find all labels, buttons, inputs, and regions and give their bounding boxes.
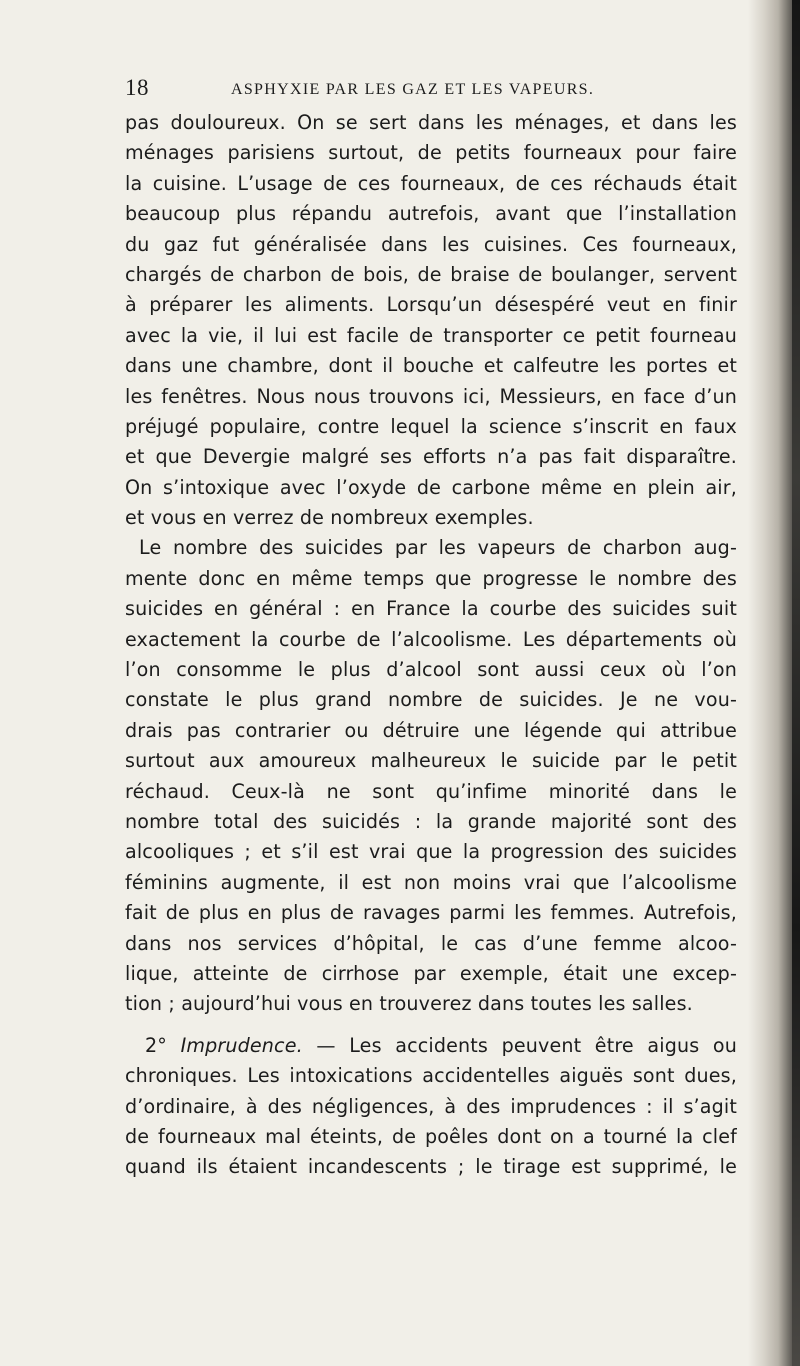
section-number: 2° <box>145 1033 167 1057</box>
section-heading-text: — Les accidents peuvent être aigus ou <box>302 1033 737 1057</box>
text-line: féminins augmente, il est non moins vrai que l’alcoolisme <box>125 870 737 894</box>
running-title: ASPHYXIE PAR LES GAZ ET LES VAPEURS. <box>231 81 595 98</box>
text-line: réchaud. Ceux-là ne sont qu’infime minorité dans le <box>125 779 737 803</box>
text-line: suicides en général : en France la courbe des suicides suit <box>125 597 737 621</box>
page-body <box>125 108 737 1183</box>
text-line: préjugé populaire, contre lequel la science s’inscrit en faux <box>125 414 737 438</box>
text-line: et que Devergie malgré ses efforts n’a pas fait disparaître. <box>125 445 737 469</box>
text-line: les fenêtres. Nous nous trouvons ici, Messieurs, en face d’un <box>125 384 737 408</box>
text-line: chargés de charbon de bois, de braise de boulanger, servent <box>125 262 737 286</box>
text-line: quand ils étaient incandescents ; le tirage est supprimé, le <box>125 1155 737 1179</box>
paragraph-2 <box>125 533 737 1019</box>
section-gap <box>125 1020 737 1031</box>
text-line: surtout aux amoureux malheureux le suicide par le petit <box>125 749 737 773</box>
section-title: Imprudence. <box>180 1033 303 1057</box>
text-line: ménages parisiens surtout, de petits fourneaux pour faire <box>125 141 737 165</box>
text-line: lique, atteinte de cirrhose par exemple, était une excep- <box>125 961 737 985</box>
text-line: dans une chambre, dont il bouche et calfeutre les portes et <box>125 354 737 378</box>
text-line: Le nombre des suicides par les vapeurs de charbon aug- <box>139 536 737 560</box>
text-line: pas douloureux. On se sert dans les ménages, et dans les <box>125 111 737 134</box>
text-line: fait de plus en plus de ravages parmi les femmes. Autrefois, <box>125 901 737 925</box>
text-line: nombre total des suicidés : la grande majorité sont des <box>125 809 737 833</box>
page-header <box>125 75 737 105</box>
text-line: du gaz fut généralisée dans les cuisines. Ces fourneaux, <box>125 232 737 256</box>
text-line: d’ordinaire, à des négligences, à des imprudences : il s’agit <box>125 1094 737 1118</box>
text-line: tion ; aujourd’hui vous en trouverez dans toutes les salles. <box>125 992 693 1016</box>
page-number: 18 <box>125 75 149 100</box>
text-line: la cuisine. L’usage de ces fourneaux, de ces réchauds était <box>125 171 737 195</box>
section-heading-line <box>125 1031 737 1061</box>
text-line: l’on consomme le plus d’alcool sont aussi ceux où l’on <box>125 658 737 682</box>
paragraph-3 <box>125 1031 737 1183</box>
text-line: à préparer les aliments. Lorsqu’un désespéré veut en finir <box>125 293 737 317</box>
paragraph-1 <box>125 108 737 533</box>
text-line: mente donc en même temps que progresse le nombre des <box>125 566 737 590</box>
text-line: On s’intoxique avec l’oxyde de carbone même en plein air, <box>125 475 737 499</box>
page-edge-shadow <box>748 0 800 1366</box>
text-line: et vous en verrez de nombreux exemples. <box>125 506 534 530</box>
text-line: de fourneaux mal éteints, de poêles dont on a tourné la clef <box>125 1124 737 1148</box>
text-line: chroniques. Les intoxications accidentelles aiguës sont dues, <box>125 1064 737 1088</box>
text-line: beaucoup plus répandu autrefois, avant que l’installation <box>125 202 737 226</box>
text-line: constate le plus grand nombre de suicides. Je ne vou- <box>125 688 737 712</box>
text-line: drais pas contrarier ou détruire une légende qui attribue <box>125 718 737 742</box>
text-line: alcooliques ; et s’il est vrai que la progression des suicides <box>125 840 737 864</box>
text-line: dans nos services d’hôpital, le cas d’une femme alcoo- <box>125 931 737 955</box>
text-line: exactement la courbe de l’alcoolisme. Les départements où <box>125 627 737 651</box>
text-line: avec la vie, il lui est facile de transporter ce petit fourneau <box>125 323 737 347</box>
